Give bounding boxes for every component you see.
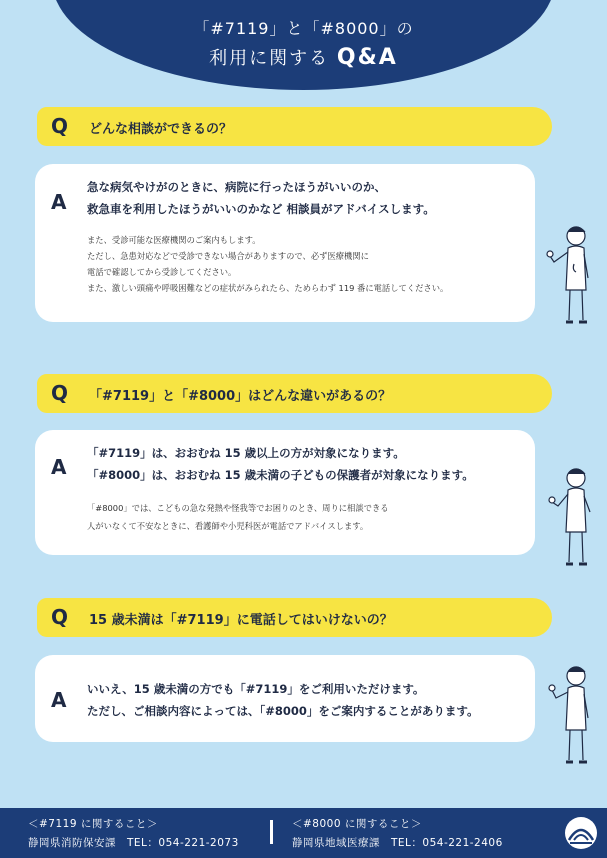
- prefecture-emblem-icon: [564, 816, 598, 850]
- answer-main-line: 「#7119」は、おおむね 15 歳以上の方が対象になります。: [87, 446, 405, 460]
- footer-right-heading: ＜#8000 に関すること＞: [292, 818, 422, 830]
- answer-main-line: 救急車を利用したほうがいいのかなど 相談員がアドバイスします。: [87, 202, 435, 216]
- answer-main-line: いいえ、15 歳未満の方でも「#7119」をご利用いただけます。: [87, 682, 425, 696]
- answer-sub-line: また、受診可能な医療機関のご案内もします。: [87, 235, 261, 245]
- page-title-qa: Q&A: [336, 45, 398, 70]
- answer-main-line: 急な病気やけがのときに、病院に行ったほうがいいのか、: [87, 180, 386, 194]
- question-text: どんな相談ができるの？: [89, 122, 233, 137]
- answer-sub-line: 電話で確認してから受診してください。: [87, 267, 237, 277]
- answer-box-1: [35, 164, 535, 322]
- footer-left-heading: ＜#7119 に関すること＞: [28, 818, 158, 830]
- answer-sub-line: また、激しい頭痛や呼吸困難などの症状がみられたら、ためらわず 119 番に電話してください。: [87, 283, 449, 293]
- question-bar-2: [37, 374, 552, 413]
- answer-main-line: 「#8000」は、おおむね 15 歳未満の子どもの保護者が対象になります。: [87, 468, 474, 482]
- page-title-line2: [0, 44, 607, 70]
- a-letter: A: [51, 190, 67, 214]
- q-letter: Q: [51, 114, 69, 138]
- answer-sub-line: ただし、急患対応などで受診できない場合がありますので、必ず医療機関に: [87, 251, 369, 261]
- answer-box-2: [35, 430, 535, 555]
- footer: [0, 808, 607, 858]
- a-letter: A: [51, 455, 67, 479]
- nurse-illustration-icon: [546, 220, 596, 335]
- answer-sub-line: 「#8000」では、こどもの急な発熱や怪我等でお困りのとき、周りに相談できる: [87, 503, 389, 513]
- q-letter: Q: [51, 605, 69, 629]
- footer-left-contact: 静岡県消防保安課 TEL：054-221-2073: [28, 837, 239, 849]
- answer-main-line: ただし、ご相談内容によっては、「#8000」をご案内することがあります。: [87, 704, 479, 718]
- nurse-illustration-icon: [546, 660, 596, 775]
- question-text: 「#7119」と「#8000」はどんな違いがあるの？: [89, 389, 392, 404]
- answer-sub-line: 人がいなくて不安なときに、看護師や小児科医が電話でアドバイスします。: [87, 521, 369, 531]
- question-bar-1: [37, 107, 552, 146]
- a-letter: A: [51, 688, 67, 712]
- answer-box-3: [35, 655, 535, 742]
- nurse-illustration-icon: [546, 462, 596, 577]
- footer-right-contact: 静岡県地域医療課 TEL：054-221-2406: [292, 837, 503, 849]
- question-bar-3: [37, 598, 552, 637]
- page-title-line1: 「#7119」と「#8000」の: [193, 19, 414, 38]
- page-title-prefix: 利用に関する: [209, 48, 330, 69]
- q-letter: Q: [51, 381, 69, 405]
- question-text: 15 歳未満は「#7119」に電話してはいけないの？: [89, 613, 393, 628]
- footer-separator: [270, 820, 273, 844]
